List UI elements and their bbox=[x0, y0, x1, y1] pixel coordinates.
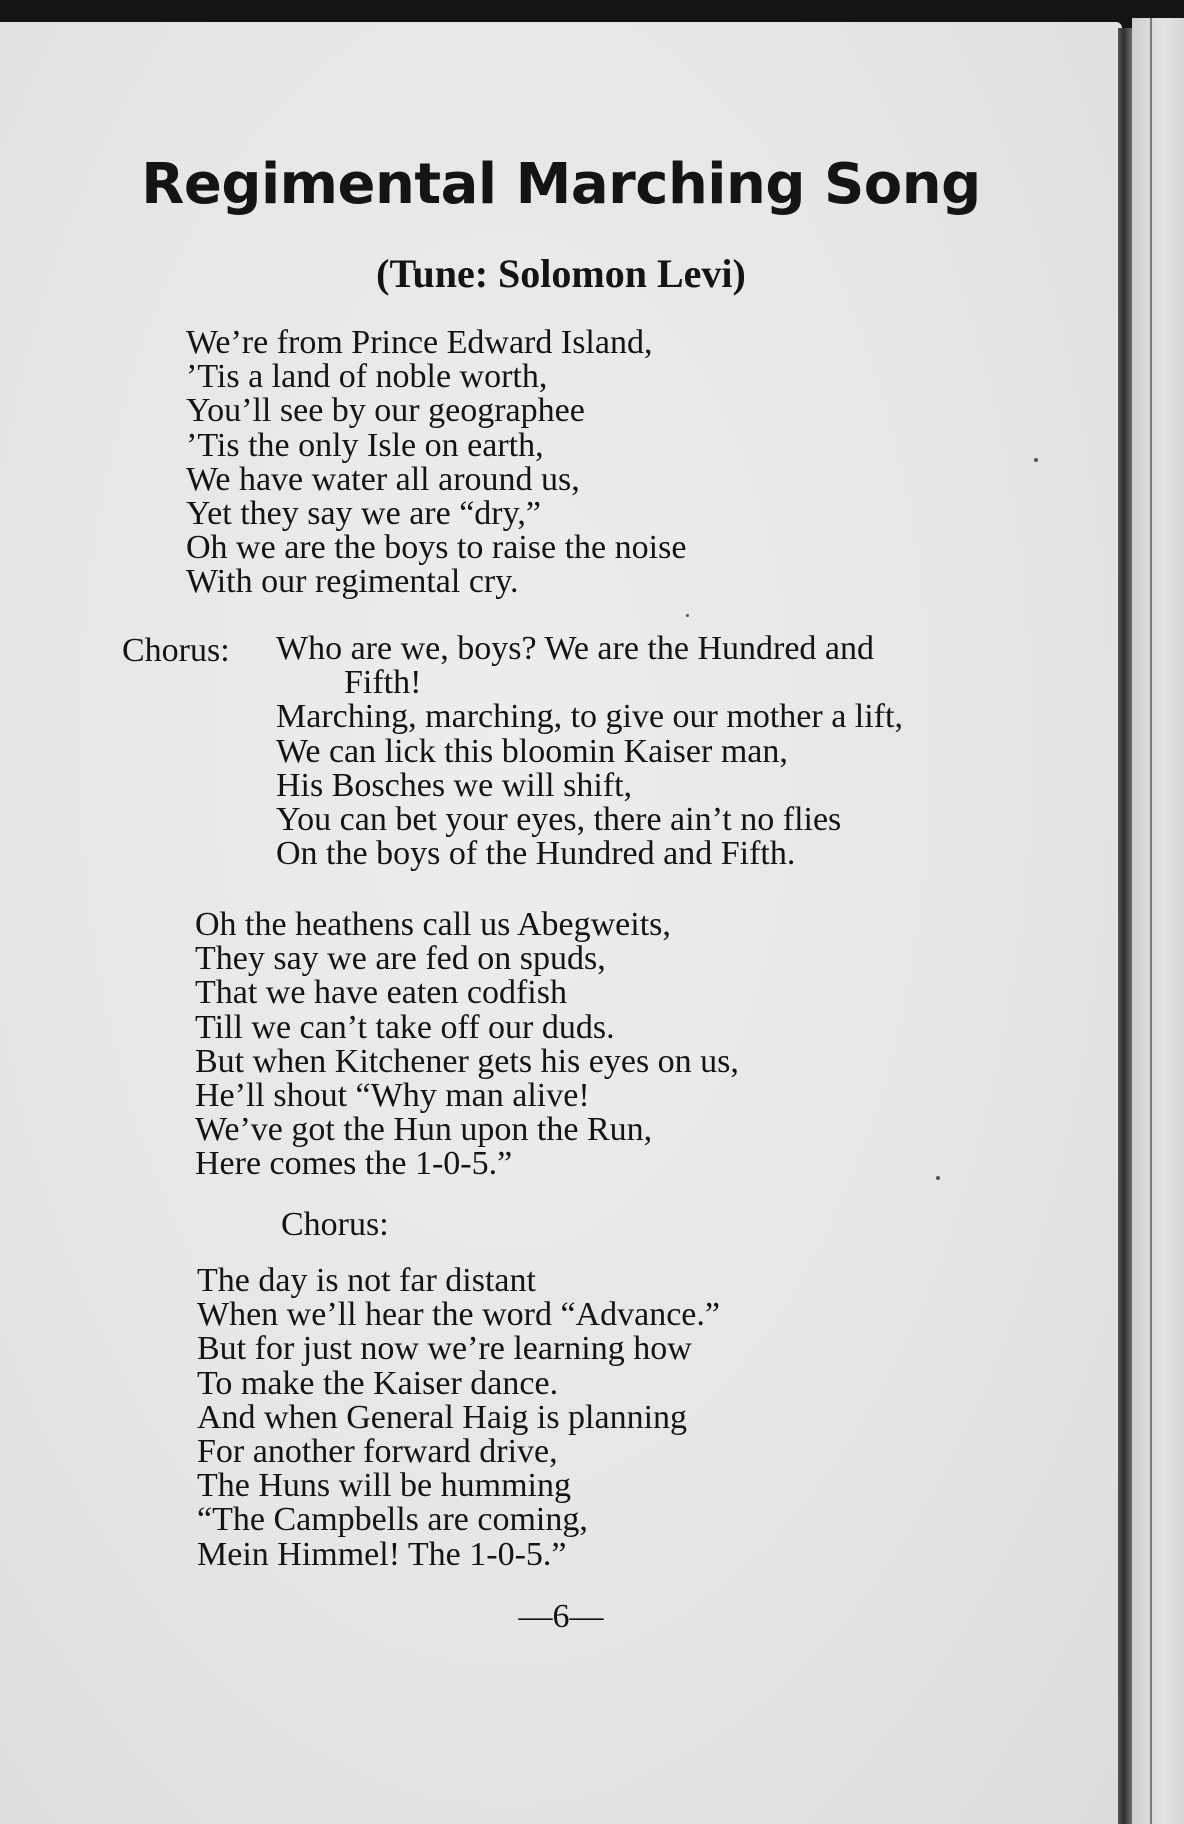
chorus-line: Fifth! bbox=[344, 664, 422, 702]
verse-line: We have water all around us, bbox=[186, 460, 580, 498]
chorus-line: Who are we, boys? We are the Hundred and bbox=[276, 630, 875, 667]
verse-line: But for just now we’re learning how bbox=[197, 1330, 692, 1368]
verse-line: We’re from Prince Edward Island, bbox=[186, 324, 653, 361]
verse-line: That we have eaten codfish bbox=[195, 974, 567, 1012]
chorus-line: We can lick this bloomin Kaiser man, bbox=[276, 732, 788, 770]
chorus-label: Chorus: bbox=[122, 632, 230, 669]
verse-line: You’ll see by our geographee bbox=[186, 392, 585, 430]
verse-1 bbox=[186, 326, 686, 600]
book-spine bbox=[1118, 28, 1132, 1824]
verse-line: The day is not far distant bbox=[197, 1262, 536, 1299]
tune-subtitle: (Tune: Solomon Levi) bbox=[376, 251, 746, 296]
chorus-line: Marching, marching, to give our mother a lift, bbox=[276, 698, 903, 736]
song-title: Regimental Marching Song bbox=[141, 152, 981, 217]
chorus bbox=[276, 632, 903, 871]
verse-line: Till we can’t take off our duds. bbox=[195, 1008, 615, 1046]
verse-line: The Huns will be humming bbox=[197, 1467, 571, 1505]
verse-line: Mein Himmel! The 1-0-5.” bbox=[197, 1535, 567, 1573]
paper-speck bbox=[936, 1176, 940, 1180]
verse-line: But when Kitchener gets his eyes on us, bbox=[195, 1042, 739, 1080]
verse-line: ’Tis a land of noble worth, bbox=[186, 358, 548, 396]
verse-line: For another forward drive, bbox=[197, 1433, 558, 1471]
verse-line: And when General Haig is planning bbox=[197, 1398, 688, 1436]
verse-line: We’ve got the Hun upon the Run, bbox=[195, 1111, 653, 1149]
adjacent-page-edge bbox=[1132, 18, 1184, 1824]
book-page bbox=[0, 22, 1122, 1824]
verse-line: Yet they say we are “dry,” bbox=[186, 495, 541, 533]
verse-line: To make the Kaiser dance. bbox=[197, 1364, 559, 1402]
verse-line: “The Campbells are coming, bbox=[197, 1501, 588, 1539]
verse-line: They say we are fed on spuds, bbox=[195, 940, 606, 978]
verse-line: He’ll shout “Why man alive! bbox=[195, 1077, 590, 1115]
verse-line: Oh the heathens call us Abegweits, bbox=[195, 906, 671, 943]
chorus-reference: Chorus: bbox=[281, 1206, 389, 1243]
adjacent-page-fold bbox=[1150, 18, 1152, 1824]
verse-2 bbox=[195, 908, 739, 1182]
verse-line: Here comes the 1-0-5.” bbox=[195, 1145, 513, 1183]
chorus-line: On the boys of the Hundred and Fifth. bbox=[276, 835, 796, 873]
verse-line: When we’ll hear the word “Advance.” bbox=[197, 1296, 720, 1334]
verse-3 bbox=[197, 1264, 720, 1572]
verse-line: With our regimental cry. bbox=[186, 563, 519, 601]
verse-line: ’Tis the only Isle on earth, bbox=[186, 426, 544, 464]
chorus-line: You can bet your eyes, there ain’t no flies bbox=[276, 801, 842, 839]
verse-line: Oh we are the boys to raise the noise bbox=[186, 529, 687, 567]
chorus-line: His Bosches we will shift, bbox=[276, 766, 633, 804]
paper-speck bbox=[1034, 458, 1038, 462]
paper-speck bbox=[686, 614, 689, 617]
page-number: —6— bbox=[518, 1598, 604, 1635]
